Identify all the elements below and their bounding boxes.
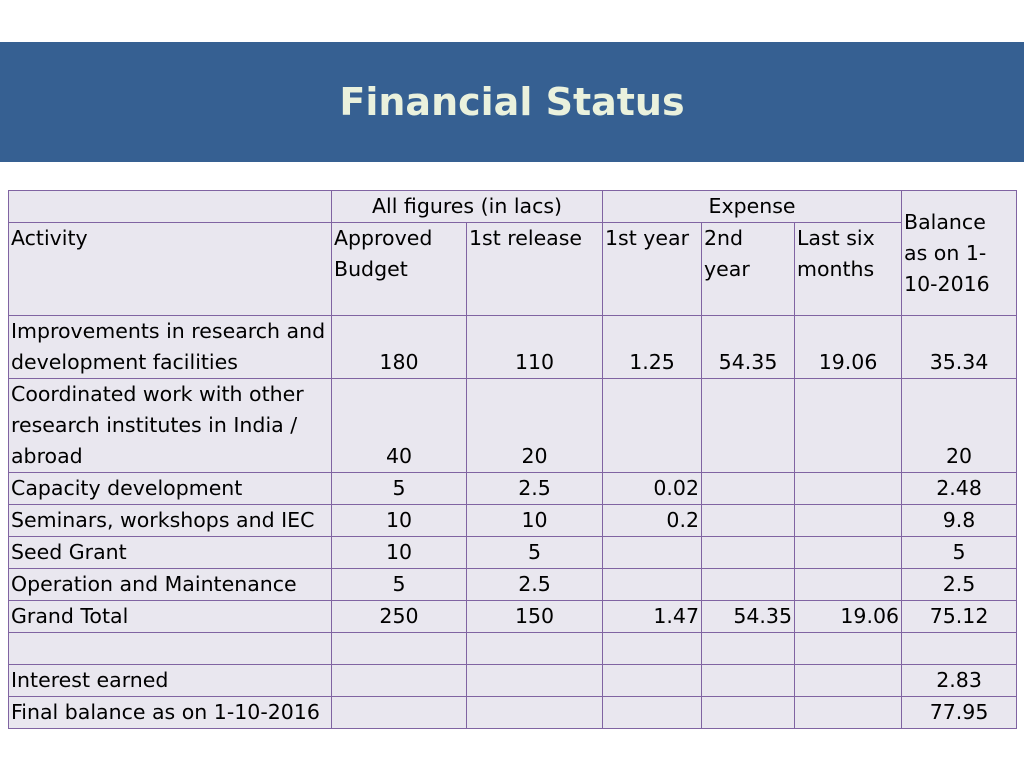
activity-cell: Interest earned: [9, 665, 332, 697]
release-cell: [467, 633, 603, 665]
table-row-interest: [9, 665, 1017, 697]
activity-cell: Seminars, workshops and IEC: [9, 505, 332, 537]
table-row: [9, 537, 1017, 569]
six-months-cell: [795, 379, 902, 473]
year1-cell: [603, 379, 702, 473]
six-months-cell: [795, 537, 902, 569]
year1-cell: [603, 537, 702, 569]
activity-cell: [9, 633, 332, 665]
activity-cell: Operation and Maintenance: [9, 569, 332, 601]
six-months-cell: [795, 505, 902, 537]
header-balance: Balance as on 1-10-2016: [902, 191, 1017, 316]
header-blank-cell: [9, 191, 332, 223]
release-cell: 5: [467, 537, 603, 569]
activity-cell: Improvements in research and development facilities: [9, 316, 332, 379]
header-first-year: 1st year: [603, 223, 702, 316]
six-months-cell: 19.06: [795, 316, 902, 379]
approved-cell: [332, 697, 467, 729]
release-cell: 150: [467, 601, 603, 633]
approved-cell: [332, 665, 467, 697]
header-second-year: 2nd year: [702, 223, 795, 316]
table-row: [9, 379, 1017, 473]
six-months-cell: [795, 665, 902, 697]
header-row: [9, 223, 1017, 316]
financial-table: [8, 190, 1017, 729]
activity-cell: Coordinated work with other research institutes in India / abroad: [9, 379, 332, 473]
approved-cell: 40: [332, 379, 467, 473]
year1-cell: 0.2: [603, 505, 702, 537]
approved-cell: 10: [332, 505, 467, 537]
release-cell: 20: [467, 379, 603, 473]
activity-cell: Seed Grant: [9, 537, 332, 569]
table-row: [9, 316, 1017, 379]
header-first-release: 1st release: [467, 223, 603, 316]
header-approved-budget: Approved Budget: [332, 223, 467, 316]
six-months-cell: [795, 569, 902, 601]
balance-cell: 9.8: [902, 505, 1017, 537]
title-banner: [0, 42, 1024, 162]
release-cell: 2.5: [467, 473, 603, 505]
balance-cell: 2.48: [902, 473, 1017, 505]
header-group-row: [9, 191, 1017, 223]
page-title: Financial Status: [339, 80, 685, 124]
balance-cell: 5: [902, 537, 1017, 569]
balance-cell: 35.34: [902, 316, 1017, 379]
activity-cell: Capacity development: [9, 473, 332, 505]
year1-cell: 0.02: [603, 473, 702, 505]
approved-cell: [332, 633, 467, 665]
release-cell: [467, 665, 603, 697]
balance-cell: 2.83: [902, 665, 1017, 697]
table-row-final-balance: [9, 697, 1017, 729]
approved-cell: 10: [332, 537, 467, 569]
header-group-expense: Expense: [603, 191, 902, 223]
year2-cell: [702, 537, 795, 569]
year2-cell: [702, 633, 795, 665]
balance-cell: 77.95: [902, 697, 1017, 729]
approved-cell: 5: [332, 569, 467, 601]
six-months-cell: [795, 473, 902, 505]
table-row: [9, 569, 1017, 601]
year1-cell: [603, 633, 702, 665]
year2-cell: [702, 697, 795, 729]
release-cell: 110: [467, 316, 603, 379]
release-cell: 2.5: [467, 569, 603, 601]
six-months-cell: [795, 697, 902, 729]
year2-cell: [702, 379, 795, 473]
activity-cell: Grand Total: [9, 601, 332, 633]
approved-cell: 180: [332, 316, 467, 379]
approved-cell: 5: [332, 473, 467, 505]
year2-cell: [702, 473, 795, 505]
six-months-cell: [795, 633, 902, 665]
year2-cell: [702, 665, 795, 697]
year2-cell: 54.35: [702, 316, 795, 379]
year1-cell: 1.47: [603, 601, 702, 633]
year1-cell: [603, 697, 702, 729]
table-row-empty: [9, 633, 1017, 665]
header-activity: Activity: [9, 223, 332, 316]
release-cell: [467, 697, 603, 729]
year1-cell: 1.25: [603, 316, 702, 379]
six-months-cell: 19.06: [795, 601, 902, 633]
table-row-grand-total: [9, 601, 1017, 633]
header-group-figures: All figures (in lacs): [332, 191, 603, 223]
year1-cell: [603, 665, 702, 697]
balance-cell: 20: [902, 379, 1017, 473]
year2-cell: 54.35: [702, 601, 795, 633]
balance-cell: 2.5: [902, 569, 1017, 601]
year2-cell: [702, 505, 795, 537]
balance-cell: 75.12: [902, 601, 1017, 633]
table-row: [9, 505, 1017, 537]
release-cell: 10: [467, 505, 603, 537]
year2-cell: [702, 569, 795, 601]
approved-cell: 250: [332, 601, 467, 633]
activity-cell: Final balance as on 1-10-2016: [9, 697, 332, 729]
year1-cell: [603, 569, 702, 601]
header-last-six-months: Last six months: [795, 223, 902, 316]
table-row: [9, 473, 1017, 505]
balance-cell: [902, 633, 1017, 665]
